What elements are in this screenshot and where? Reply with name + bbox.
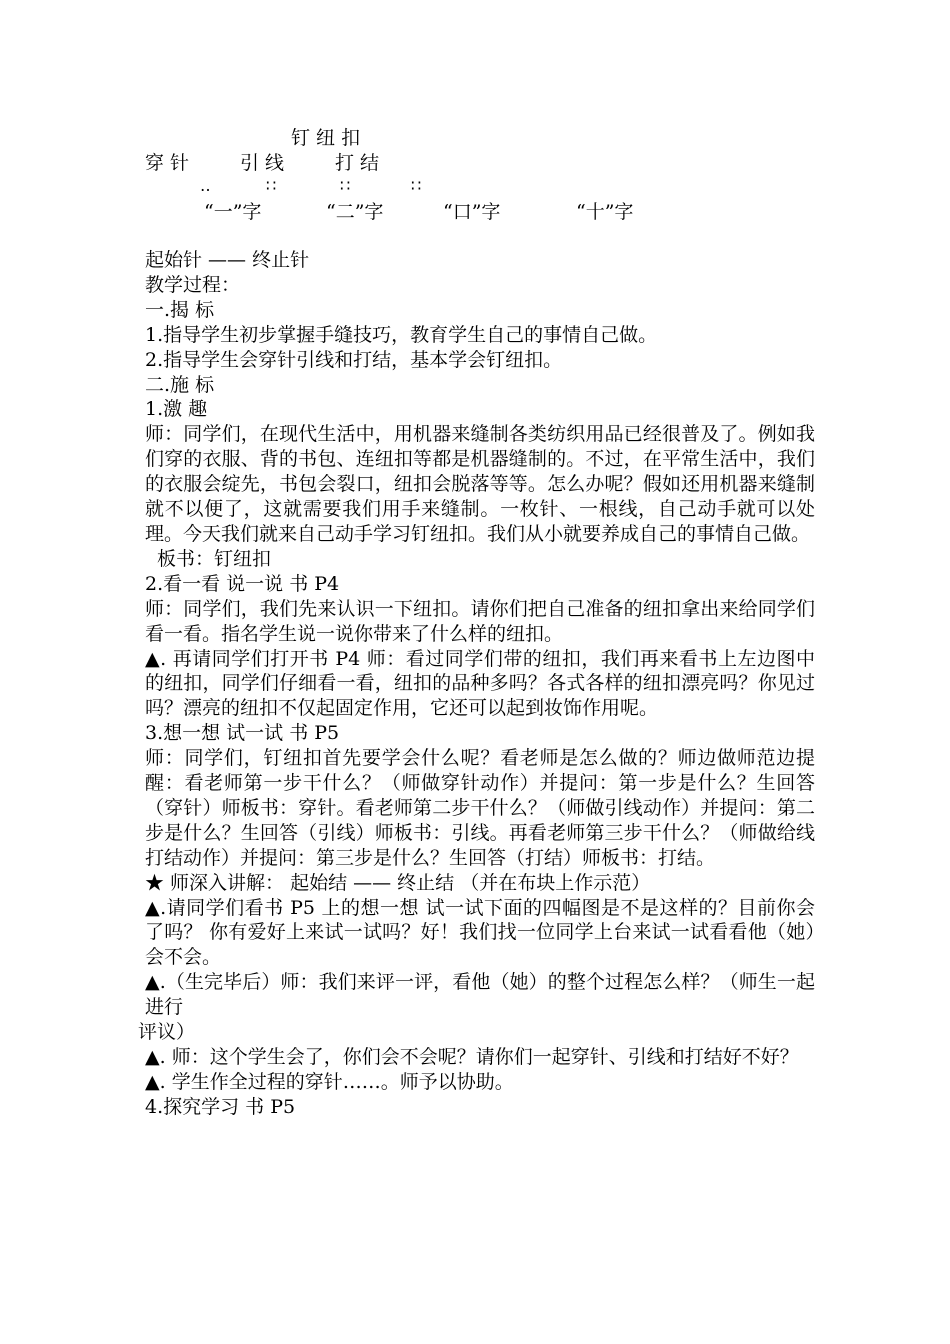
paragraph: ▲.请同学们看书 P5 上的想一想 试一试下面的四幅图是不是这样的？目前你会了吗？ 你有爱好上来试一试吗？好！我们找一位同学上台来试一试看看他（她）会不会。 xyxy=(145,896,815,969)
paragraph: 师：同学们，在现代生活中，用机器来缝制各类纺织用品已经很普及了。例如我们穿的衣服、背的书包、连纽扣等都是机器缝制的。不过，在平常生活中，我们的衣服会绽先，书包会裂口，纽扣会脱落等等。怎么办呢？假如还用机器来缝制就不以便了，这就需要我们用手来缝制。一枚针、一根线，自己动手就可以处理。今天我们就来自己动手学习钉纽扣。我们从小就要养成自己的事情自己做。 xyxy=(145,423,815,545)
paragraph: 师：同学们，我们先来认识一下纽扣。请你们把自己准备的纽扣拿出来给同学们看一看。指名学生说一说你带来了什么样的纽扣。 xyxy=(145,597,815,645)
dot-mark-1: ‥ xyxy=(200,176,211,195)
knot-type-3: “口”字 xyxy=(443,201,501,223)
knot-type-4: “十”字 xyxy=(576,201,634,223)
board-note: 板书：钉纽扣 xyxy=(157,547,272,570)
dot-mark-4: ∷ xyxy=(411,176,422,195)
step-heading: 2.看一看 说一说 书 P4 xyxy=(145,572,340,595)
objective-item: 2.指导学生会穿针引线和打结，基本学会钉纽扣。 xyxy=(145,348,563,371)
step-knot: 打 结 xyxy=(335,152,380,174)
section-heading: 一.揭 标 xyxy=(145,298,215,321)
lesson-body xyxy=(138,248,815,1120)
paragraph: ▲. 学生作全过程的穿针……。师予以协助。 xyxy=(145,1070,514,1093)
step-heading: 4.探究学习 书 P5 xyxy=(145,1095,296,1118)
section-heading: 二.施 标 xyxy=(145,373,215,396)
knot-type-2: “二”字 xyxy=(326,201,384,223)
paragraph: ▲. 师：这个学生会了，你们会不会呢？请你们一起穿针、引线和打结好不好？ xyxy=(145,1046,799,1068)
dot-mark-3: ∷ xyxy=(340,176,351,195)
paragraph: ▲. 再请同学们打开书 P4 师：看过同学们带的纽扣，我们再来看书上左边图中的纽扣，同学们仔细看一看，纽扣的品种多吗？各式各样的纽扣漂亮吗？你见过吗？漂亮的纽扣不仅起固定作用，它还可以起到妆饰作用呢。 xyxy=(145,647,815,720)
step-heading: 3.想一想 试一试 书 P5 xyxy=(145,722,340,745)
section-heading: 教学过程： xyxy=(145,273,241,296)
dot-mark-2: ∷ xyxy=(266,176,277,195)
objective-item: 1.指导学生初步掌握手缝技巧，教育学生自己的事情自己做。 xyxy=(145,323,658,346)
paragraph: 评议） xyxy=(138,1021,196,1044)
needle-range: 起始针 —— 终止针 xyxy=(145,249,310,271)
step-thread: 引 线 xyxy=(240,152,285,174)
knot-type-1: “一”字 xyxy=(204,201,262,223)
step-heading: 1.激 趣 xyxy=(145,398,208,421)
step-needle: 穿 针 xyxy=(145,152,190,174)
paragraph: 师：同学们，钉纽扣首先要学会什么呢？看老师是怎么做的？师边做师范边提醒：看老师第一步干什么？（师做穿针动作）并提问：第一步是什么？生回答（穿针）师板书：穿针。看老师第二步干什么？（师做引线动作）并提问：第二步是什么？生回答（引线）师板书：引线。再看老师第三步干什么？（师做给线打结动作）并提问：第三步是什么？生回答（打结）师板书：打结。 xyxy=(145,747,815,869)
document-title: 钉 纽 扣 xyxy=(291,127,361,149)
paragraph: ▲.（生完毕后）师：我们来评一评，看他（她）的整个过程怎么样？（师生一起进行 xyxy=(145,971,815,1019)
paragraph: ★ 师深入讲解： 起始结 —— 终止结 （并在布块上作示范） xyxy=(145,871,651,894)
